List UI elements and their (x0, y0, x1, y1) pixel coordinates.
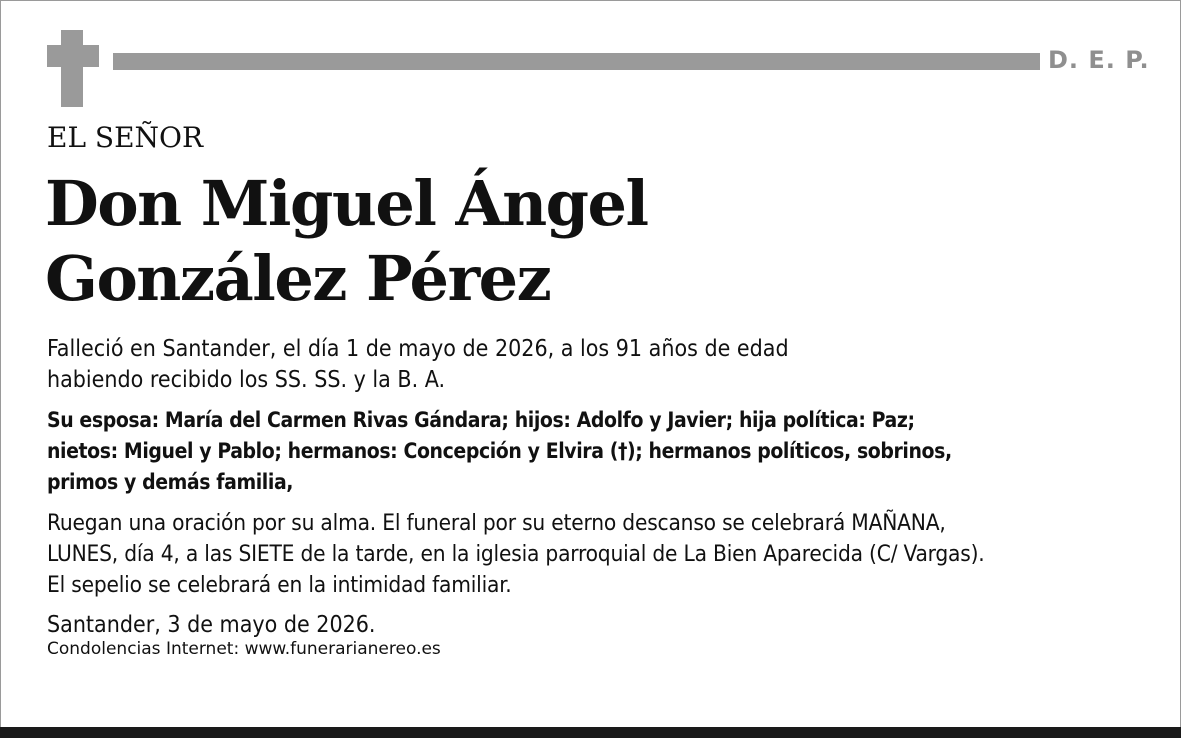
family-line-2: nietos: Miguel y Pablo; hermanos: Concepción y Elvira (†); hermanos políticos, sobrinos, (47, 439, 952, 463)
deceased-name (45, 166, 648, 316)
death-notice (47, 334, 789, 396)
honorific: EL SEÑOR (47, 121, 204, 154)
bottom-band (0, 727, 1181, 738)
condolences-link: Condolencias Internet: www.funerarianereo.es (47, 639, 441, 659)
family-line-3: primos y demás familia, (47, 470, 294, 494)
family-list (47, 405, 952, 498)
header-rule (113, 53, 1040, 70)
dep-label: D. E. P. (1048, 46, 1150, 74)
death-notice-line-2: habiendo recibido los SS. SS. y la B. A. (47, 367, 446, 393)
cross-icon (61, 30, 83, 107)
prayer-line-2: LUNES, día 4, a las SIETE de la tarde, en la iglesia parroquial de La Bien Aparecida (C/ Vargas). (47, 541, 985, 567)
deceased-name-line-1: Don Miguel Ángel (45, 167, 648, 240)
dateline (47, 610, 376, 641)
family-line-1: Su esposa: María del Carmen Rivas Gándara; hijos: Adolfo y Javier; hija política: Paz; (47, 408, 915, 432)
death-notice-line-1: Falleció en Santander, el día 1 de mayo de 2026, a los 91 años de edad (47, 336, 789, 362)
prayer-line-3: El sepelio se celebrará en la intimidad familiar. (47, 572, 512, 598)
dateline-text: Santander, 3 de mayo de 2026. (47, 612, 376, 638)
deceased-name-line-2: González Pérez (45, 242, 551, 315)
prayer-line-1: Ruegan una oración por su alma. El funeral por su eterno descanso se celebrará MAÑANA, (47, 510, 946, 536)
prayer-notice (47, 508, 985, 601)
cross-icon-arm (47, 45, 99, 67)
